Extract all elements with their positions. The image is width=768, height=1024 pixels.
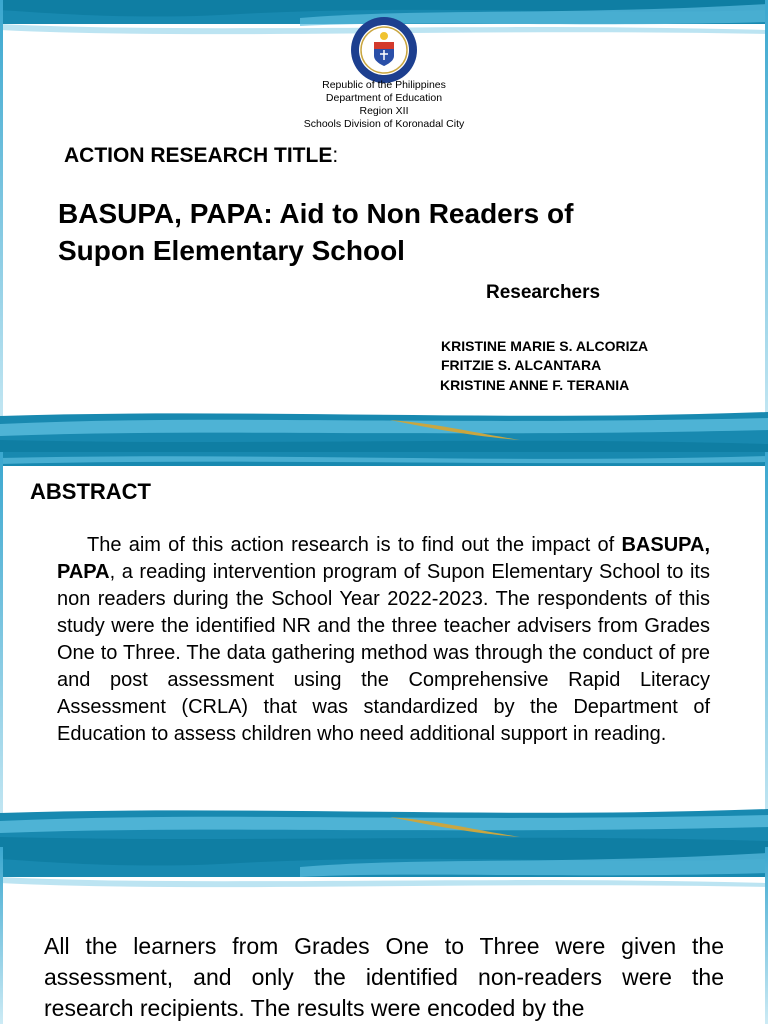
researcher-name: KRISTINE ANNE F. TERANIA bbox=[440, 377, 630, 393]
top-band bbox=[0, 847, 768, 895]
agency-header bbox=[0, 79, 768, 131]
slide-title bbox=[0, 0, 768, 452]
abstract-paragraph bbox=[57, 532, 710, 748]
research-title bbox=[58, 195, 698, 269]
program-name: BASUPA, PAPA bbox=[57, 534, 710, 583]
abstract-text-start: The aim of this action research is to find out the impact of bbox=[87, 534, 622, 556]
researcher-name: KRISTINE MARIE S. ALCORIZA bbox=[441, 338, 649, 354]
bottom-band bbox=[0, 410, 768, 452]
researcher-name: FRITZIE S. ALCANTARA bbox=[441, 357, 602, 373]
researchers-heading: Researchers bbox=[486, 282, 601, 303]
abstract-heading: ABSTRACT bbox=[30, 479, 151, 504]
top-band bbox=[0, 452, 768, 466]
header-line-3: Region XII bbox=[359, 105, 409, 117]
header-line-2: Department of Education bbox=[325, 92, 443, 104]
continuation-paragraph: All the learners from Grades One to Three were given the assessment, and only the identified non-readers were the research recipients. The results were encoded by the bbox=[44, 933, 724, 1021]
research-title-line-2: Supon Elementary School bbox=[58, 235, 405, 266]
deped-seal-icon bbox=[350, 16, 418, 84]
action-research-label bbox=[64, 144, 338, 168]
action-research-label-text: ACTION RESEARCH TITLE bbox=[64, 144, 333, 167]
label-colon: : bbox=[332, 144, 339, 167]
bottom-band bbox=[0, 807, 768, 847]
header-line-1: Republic of the Philippines bbox=[322, 79, 446, 91]
slide-continuation bbox=[0, 847, 768, 1024]
slide-abstract bbox=[0, 452, 768, 847]
abstract-text-rest: , a reading intervention program of Supon Elementary School to its non readers during the School Year 2022-2023. The respondents of this study were the identified NR and the three teacher advisers from Grades One to Three. The data gathering method was through the conduct of pre and post assessment using the Comprehensive Rapid Literacy Assessment (CRLA) that was standardized by the Department of Education to assess children who need additional support in reading. bbox=[57, 561, 710, 745]
header-line-4: Schools Division of Koronadal City bbox=[303, 118, 465, 130]
research-title-line-1: BASUPA, PAPA: Aid to Non Readers of bbox=[58, 198, 574, 229]
